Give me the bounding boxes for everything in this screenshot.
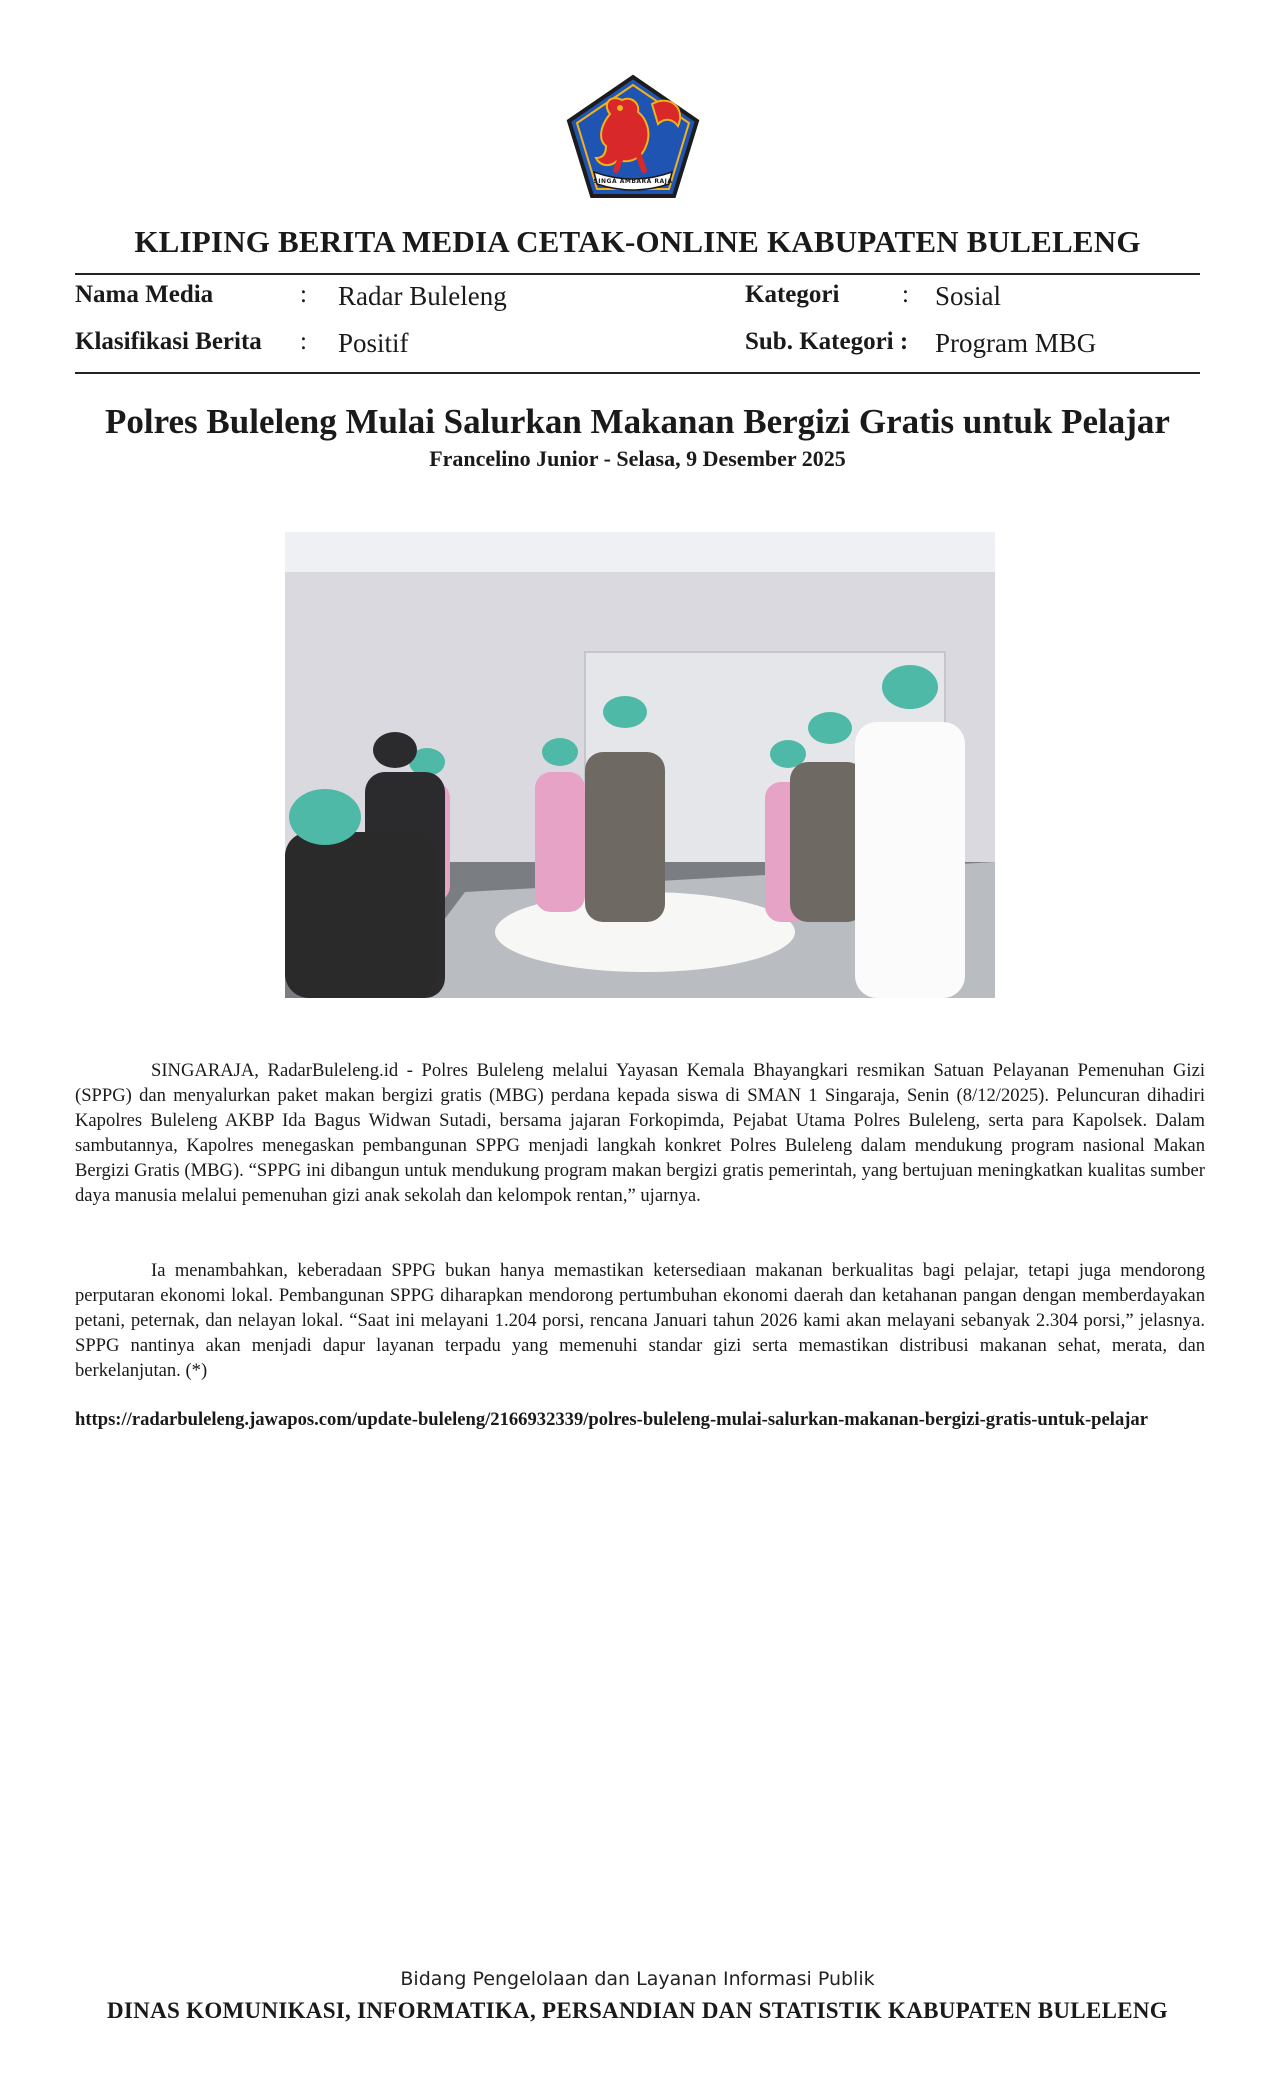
- classification-colon: :: [300, 328, 307, 355]
- footer-department: Bidang Pengelolaan dan Layanan Informasi Publik: [400, 1968, 875, 1990]
- subcategory-label: Sub. Kategori :: [745, 328, 909, 355]
- article-paragraph: Ia menambahkan, keberadaan SPPG bukan hanya memastikan ketersediaan makanan berkualitas bagi pelajar, tetapi juga mendorong perputaran ekonomi lokal. Pembangunan SPPG diharapkan mendorong pertumbuhan ekonomi daerah dan ketahanan pangan dengan memberdayakan petani, peternak, dan nelayan lokal. “Saat ini melayani 1.204 porsi, rencana Januari tahun 2026 kami akan melayani sebanyak 2.304 porsi,” jelasnya. SPPG nantinya akan menjadi dapur layanan terpadu yang memenuhi standar gizi serta memastikan distribusi makanan sehat, merata, dan berkelanjutan. (*): [75, 1260, 1205, 1381]
- classification-value: Positif: [338, 328, 409, 358]
- article-headline: Polres Buleleng Mulai Salurkan Makanan Bergizi Gratis untuk Pelajar: [105, 402, 1170, 441]
- subcategory-value: Program MBG: [935, 328, 1097, 358]
- bottom-divider: [75, 372, 1200, 374]
- document-heading: KLIPING BERITA MEDIA CETAK-ONLINE KABUPATEN BULELENG: [134, 224, 1141, 259]
- top-divider: [75, 273, 1200, 275]
- logo-banner-text: SINGA AMBARA RAJA: [593, 178, 673, 185]
- category-value: Sosial: [935, 281, 1002, 311]
- media-value: Radar Buleleng: [338, 281, 507, 311]
- footer-agency: DINAS KOMUNIKASI, INFORMATIKA, PERSANDIAN DAN STATISTIK KABUPATEN BULELENG: [107, 1998, 1168, 2023]
- media-colon: :: [300, 281, 307, 308]
- media-label: Nama Media: [75, 281, 214, 308]
- article-photo: [285, 532, 995, 998]
- classification-label: Klasifikasi Berita: [75, 328, 262, 355]
- article-byline: Francelino Junior - Selasa, 9 Desember 2025: [429, 446, 846, 471]
- category-colon: :: [902, 281, 909, 308]
- source-link[interactable]: https://radarbuleleng.jawapos.com/update-buleleng/2166932339/polres-buleleng-mulai-salurkan-makanan-bergizi-gratis-untuk-pelajar: [75, 1409, 1148, 1430]
- category-label: Kategori: [745, 281, 840, 308]
- article-paragraph: SINGARAJA, RadarBuleleng.id - Polres Buleleng melalui Yayasan Kemala Bhayangkari resmikan Satuan Pelayanan Pemenuhan Gizi (SPPG) dan menyalurkan paket makan bergizi gratis (MBG) perdana kepada siswa di SMAN 1 Singaraja, Senin (8/12/2025). Peluncuran dihadiri Kapolres Buleleng AKBP Ida Bagus Widwan Sutadi, bersama jajaran Forkopimda, Pejabat Utama Polres Buleleng, serta para Kapolsek. Dalam sambutannya, Kapolres menegaskan pembangunan SPPG menjadi langkah konkret Polres Buleleng dalam mendukung program nasional Makan Bergizi Gratis (MBG). “SPPG ini dibangun untuk mendukung program makan bergizi gratis pemerintah, yang bertujuan meningkatkan kualitas sumber daya manusia melalui pemenuhan gizi anak sekolah dan kelompok rentan,” ujarnya.: [75, 1060, 1205, 1206]
